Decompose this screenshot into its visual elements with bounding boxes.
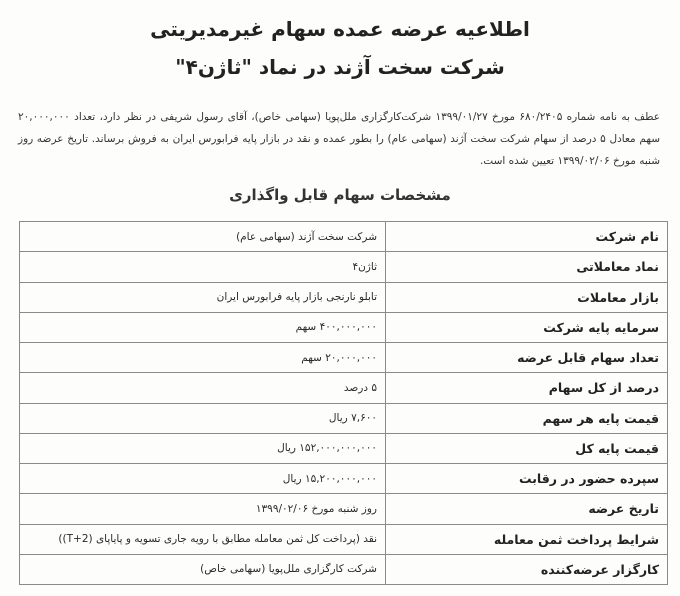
row-value: شرکت سخت آژند (سهامی عام) [20, 222, 386, 252]
table-row [20, 252, 668, 282]
table-row [20, 494, 668, 524]
row-value: نقد (پرداخت کل ثمن معامله مطابق با رویه جاری تسویه و پایاپای (T+2)) [20, 524, 386, 554]
row-value: ۱۵,۲۰۰,۰۰۰,۰۰۰ ریال [20, 464, 386, 494]
row-value: ۲۰,۰۰۰,۰۰۰ سهم [20, 343, 386, 373]
row-label: نام شرکت [386, 222, 668, 252]
row-label: تعداد سهام قابل عرضه [386, 343, 668, 373]
row-value: تابلو نارنجی بازار پایه فرابورس ایران [20, 282, 386, 312]
table-row [20, 403, 668, 433]
row-value: روز شنبه مورخ ۱۳۹۹/۰۲/۰۶ [20, 494, 386, 524]
row-label: قیمت پایه کل [386, 433, 668, 463]
row-label: سرمایه پایه شرکت [386, 312, 668, 342]
table-row [20, 222, 668, 252]
row-label: شرایط پرداخت ثمن معامله [386, 524, 668, 554]
row-label: نماد معاملاتی [386, 252, 668, 282]
row-label: سپرده حضور در رقابت [386, 464, 668, 494]
section-title: مشخصات سهام قابل واگذاری [229, 186, 451, 204]
spec-table [19, 221, 668, 585]
row-label: بازار معاملات [386, 282, 668, 312]
row-value: ۵ درصد [20, 373, 386, 403]
row-value: شرکت کارگزاری ملل‌پویا (سهامی خاص) [20, 554, 386, 584]
table-row [20, 312, 668, 342]
table-row [20, 433, 668, 463]
table-row [20, 554, 668, 584]
row-value: ۱۵۲,۰۰۰,۰۰۰,۰۰۰ ریال [20, 433, 386, 463]
row-label: قیمت پایه هر سهم [386, 403, 668, 433]
row-value: ۷,۶۰۰ ریال [20, 403, 386, 433]
table-row [20, 524, 668, 554]
page-title: اطلاعیه عرضه عمده سهام غیرمدیریتی [150, 17, 530, 41]
page-subtitle: شرکت سخت آژند در نماد "ثاژن۴" [175, 55, 505, 79]
table-row [20, 343, 668, 373]
row-label: تاریخ عرضه [386, 494, 668, 524]
row-value: ۴۰۰,۰۰۰,۰۰۰ سهم [20, 312, 386, 342]
row-label: درصد از کل سهام [386, 373, 668, 403]
row-value: ثاژن۴ [20, 252, 386, 282]
table-row [20, 373, 668, 403]
row-label: کارگزار عرضه‌کننده [386, 554, 668, 584]
intro-paragraph: عطف به نامه شماره ۶۸۰/۲۴۰۵ مورخ ۱۳۹۹/۰۱/۲۷ شرکت‌کارگزاری ملل‌پویا (سهامی خاص)، آقای رسول شریفی در نظر دارد، تعداد ۲۰,۰۰۰,۰۰۰ سهم معادل ۵ درصد از سهام شرکت سخت آژند (سهامی عام) را بطور عمده و نقد در بازار پایه فرابورس ایران به فروش برساند. تاریخ عرضه روز شنبه مورخ ۱۳۹۹/۰۲/۰۶ تعیین شده است. [18, 111, 661, 167]
table-row [20, 282, 668, 312]
table-row [20, 464, 668, 494]
